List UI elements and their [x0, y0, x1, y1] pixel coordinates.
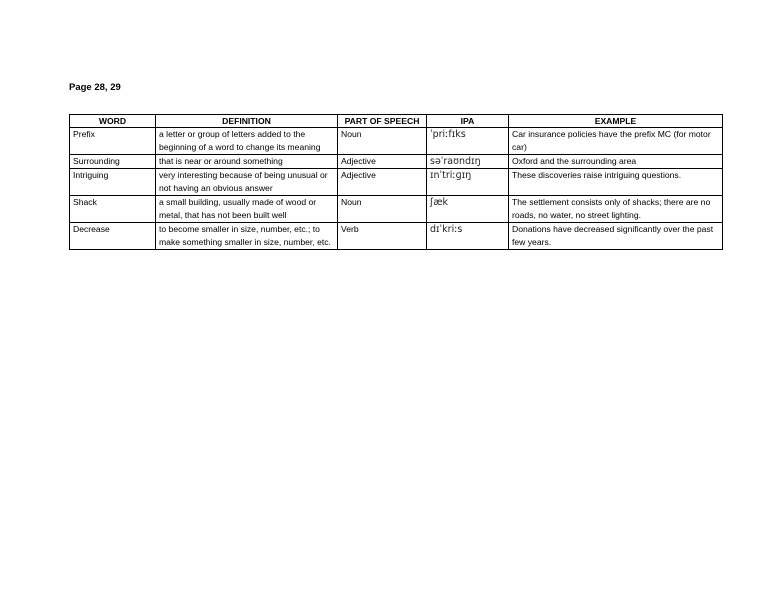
cell-definition: a letter or group of letters added to the beginning of a word to change its meaning: [156, 128, 338, 155]
cell-ipa: səˈraʊndɪŋ: [427, 155, 509, 169]
header-example: EXAMPLE: [509, 115, 723, 128]
cell-definition: a small building, usually made of wood or metal, that has not been built well: [156, 196, 338, 223]
header-part-of-speech: PART OF SPEECH: [338, 115, 427, 128]
header-word: WORD: [70, 115, 156, 128]
page-heading: Page 28, 29: [69, 82, 121, 93]
cell-example: Donations have decreased significantly over the past few years.: [509, 223, 723, 250]
table-row: [70, 223, 723, 250]
cell-word: Intriguing: [70, 169, 156, 196]
cell-example: These discoveries raise intriguing questions.: [509, 169, 723, 196]
cell-ipa: ɪnˈtriːɡɪŋ: [427, 169, 509, 196]
cell-definition: to become smaller in size, number, etc.; to make something smaller in size, number, etc.: [156, 223, 338, 250]
cell-part-of-speech: Noun: [338, 196, 427, 223]
cell-example: The settlement consists only of shacks; there are no roads, no water, no street lighting.: [509, 196, 723, 223]
cell-part-of-speech: Adjective: [338, 169, 427, 196]
cell-example: Oxford and the surrounding area: [509, 155, 723, 169]
cell-definition: very interesting because of being unusual or not having an obvious answer: [156, 169, 338, 196]
cell-word: Prefix: [70, 128, 156, 155]
cell-word: Shack: [70, 196, 156, 223]
cell-word: Surrounding: [70, 155, 156, 169]
vocabulary-table: [69, 114, 723, 250]
cell-definition: that is near or around something: [156, 155, 338, 169]
header-definition: DEFINITION: [156, 115, 338, 128]
header-ipa: IPA: [427, 115, 509, 128]
cell-part-of-speech: Noun: [338, 128, 427, 155]
cell-ipa: ˈpriːfɪks: [427, 128, 509, 155]
table-row: [70, 169, 723, 196]
table-row: [70, 196, 723, 223]
cell-part-of-speech: Adjective: [338, 155, 427, 169]
cell-word: Decrease: [70, 223, 156, 250]
table-row: [70, 128, 723, 155]
cell-ipa: ʃæk: [427, 196, 509, 223]
table-header-row: [70, 115, 723, 128]
cell-part-of-speech: Verb: [338, 223, 427, 250]
table-row: [70, 155, 723, 169]
cell-ipa: dɪˈkriːs: [427, 223, 509, 250]
cell-example: Car insurance policies have the prefix MC (for motor car): [509, 128, 723, 155]
